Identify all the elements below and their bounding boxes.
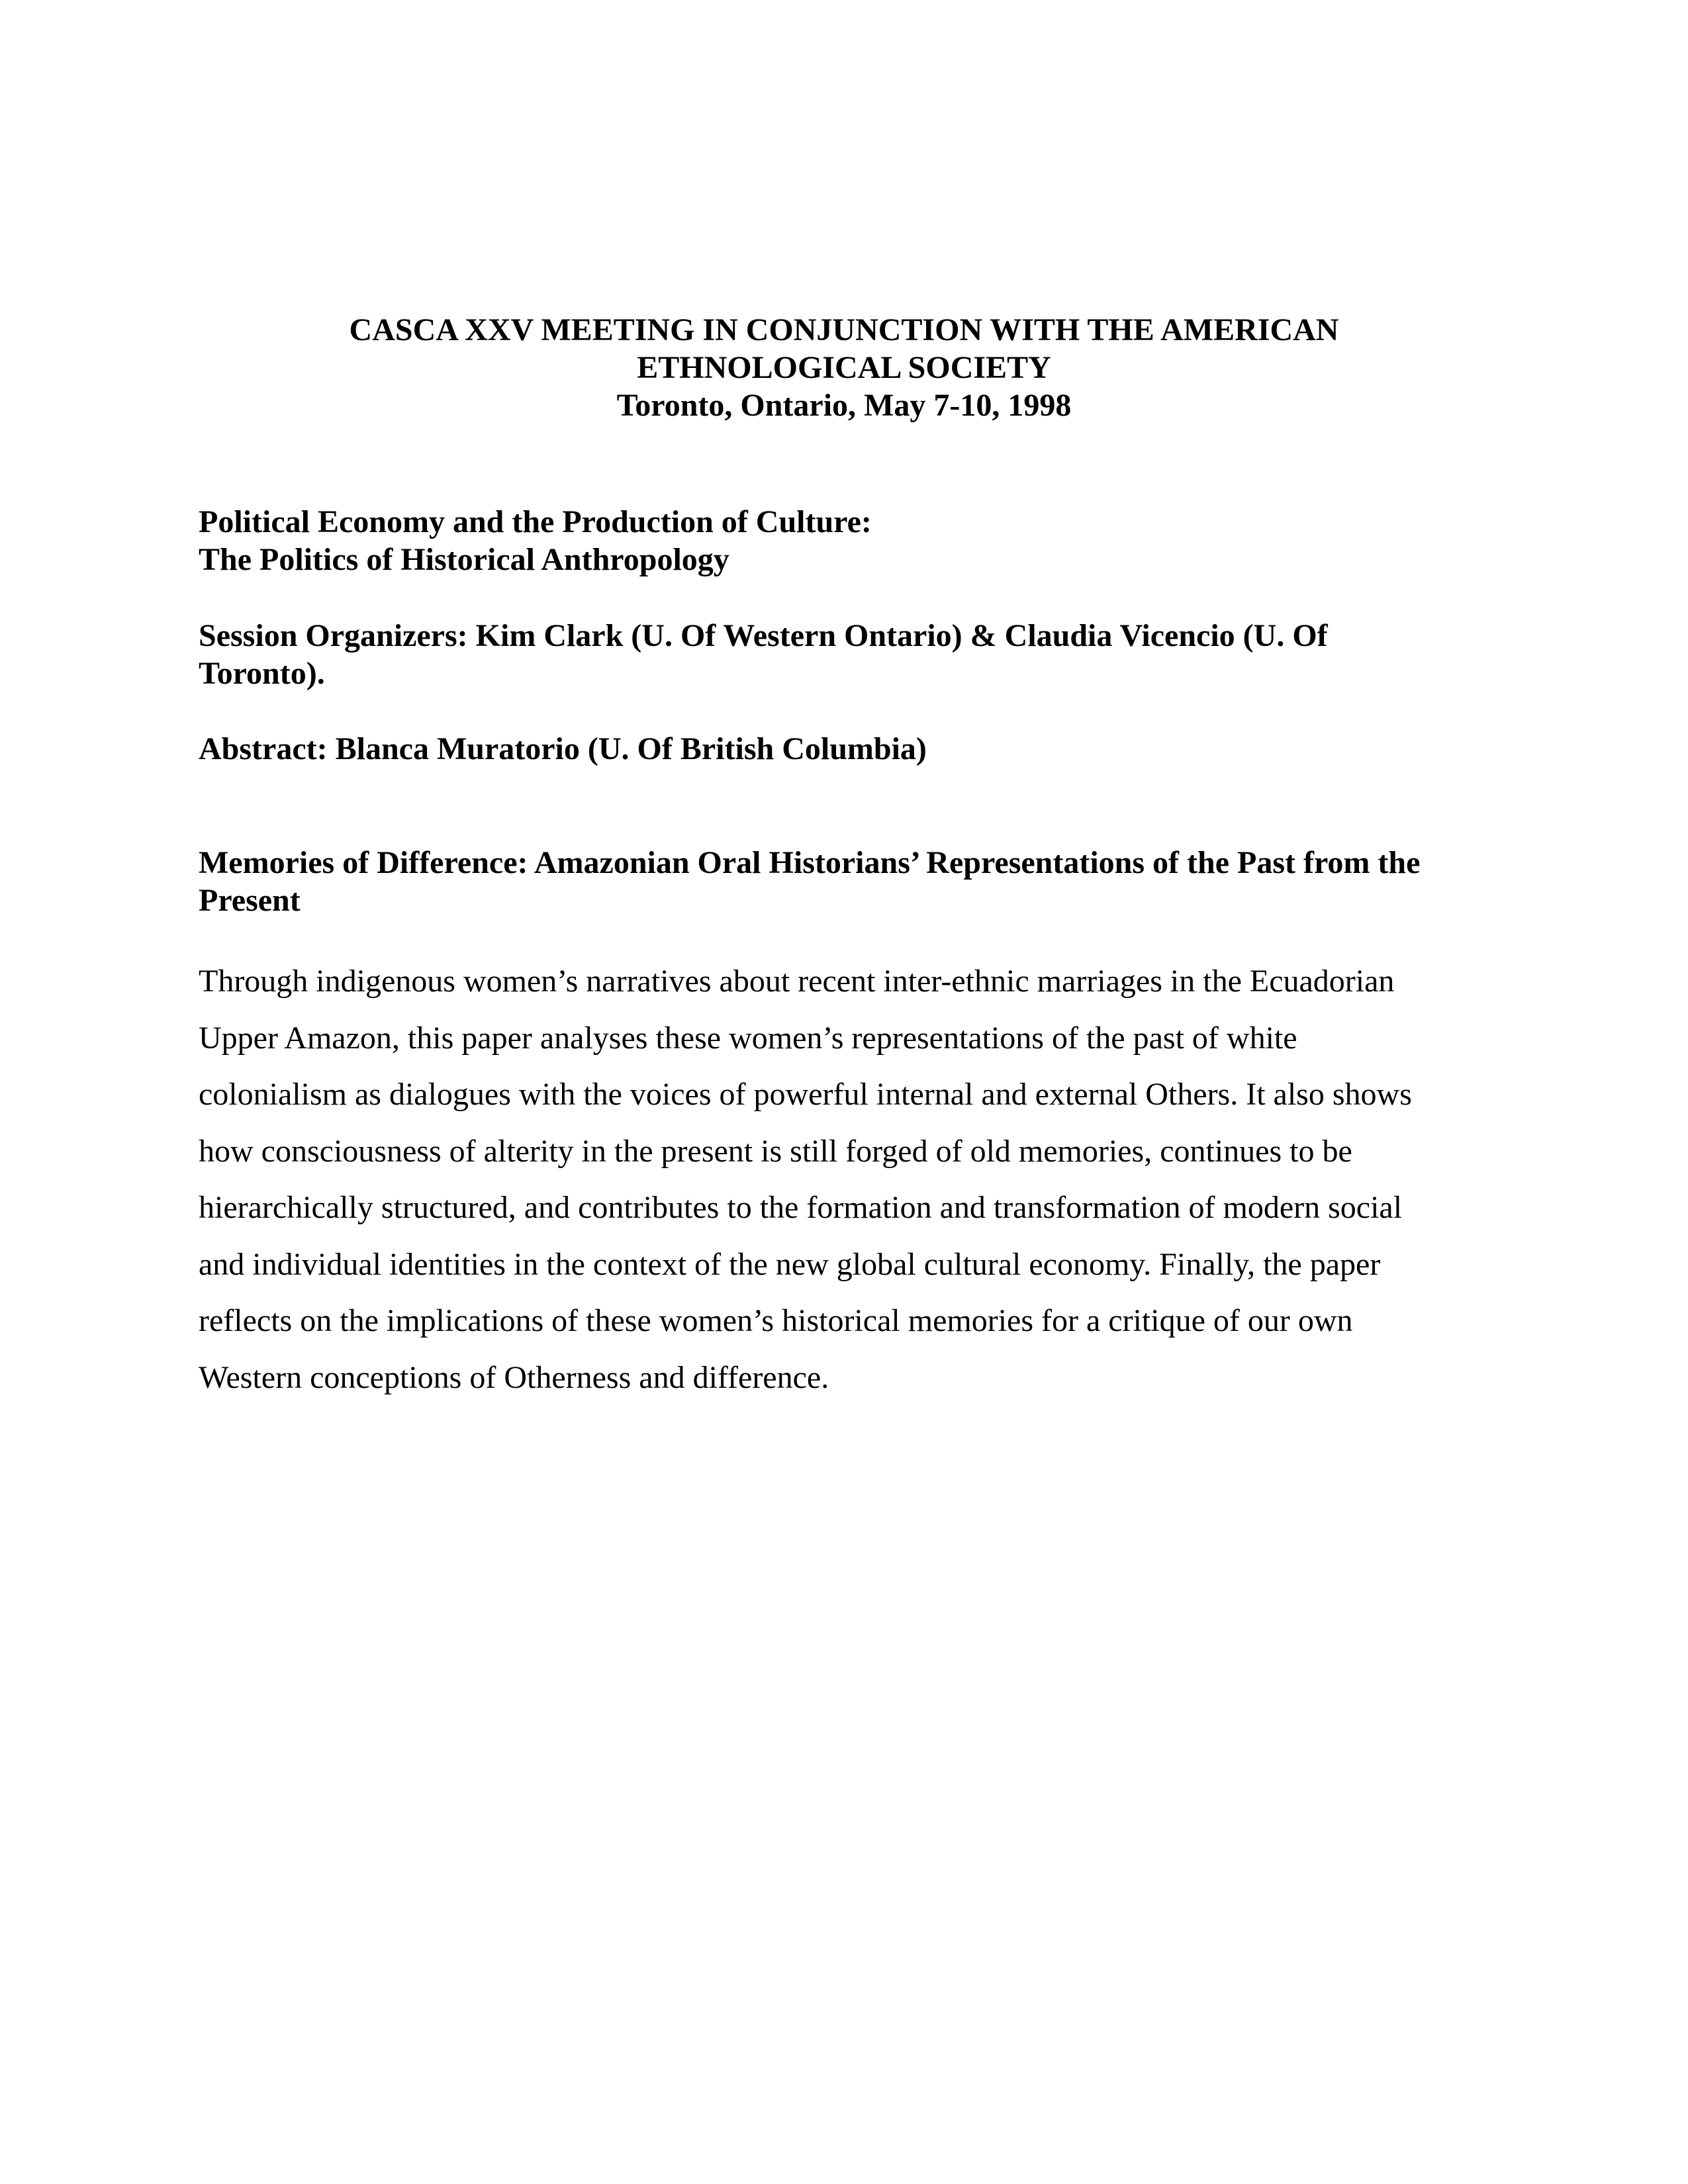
meeting-title-line-2: ETHNOLOGICAL SOCIETY [637, 350, 1051, 385]
paper-title-line-1: Memories of Difference: Amazonian Oral Historians’ Representations of the Past from the [199, 845, 1421, 880]
abstract-body-line: hierarchically structured, and contributes to the formation and transformation of modern social [199, 1190, 1403, 1225]
meeting-header [199, 311, 1489, 424]
abstract-body-line: Through indigenous women’s narratives about recent inter-ethnic marriages in the Ecuadorian [199, 964, 1395, 999]
session-organizers-line-1: Session Organizers: Kim Clark (U. Of Western Ontario) & Claudia Vicencio (U. Of [199, 618, 1328, 653]
abstract-author-line: Abstract: Blanca Muratorio (U. Of British Columbia) [199, 731, 927, 766]
abstract-body-line: colonialism as dialogues with the voices of powerful internal and external Others. It also shows [199, 1077, 1412, 1112]
abstract-body-line: and individual identities in the context of the new global cultural economy. Finally, the paper [199, 1246, 1381, 1282]
session-organizers [199, 617, 1496, 692]
abstract-body-line: reflects on the implications of these women’s historical memories for a critique of our own [199, 1303, 1353, 1338]
abstract-body-line: how consciousness of alterity in the present is still forged of old memories, continues to be [199, 1133, 1352, 1169]
session-title-line-2: The Politics of Historical Anthropology [199, 542, 729, 577]
abstract-body-line: Upper Amazon, this paper analyses these women’s representations of the past of white [199, 1020, 1297, 1056]
paper-title-line-2: Present [199, 883, 301, 918]
session-organizers-line-2: Toronto). [199, 656, 325, 691]
session-title [199, 503, 1496, 578]
abstract-body-line: Western conceptions of Otherness and difference. [199, 1359, 829, 1395]
meeting-location-date: Toronto, Ontario, May 7-10, 1998 [616, 388, 1072, 423]
paper-title [199, 844, 1496, 919]
session-title-line-1: Political Economy and the Production of Culture: [199, 504, 872, 539]
meeting-title-line-1: CASCA XXV MEETING IN CONJUNCTION WITH THE AMERICAN [349, 312, 1339, 347]
abstract-author [199, 730, 1496, 768]
abstract-body [199, 953, 1496, 1406]
